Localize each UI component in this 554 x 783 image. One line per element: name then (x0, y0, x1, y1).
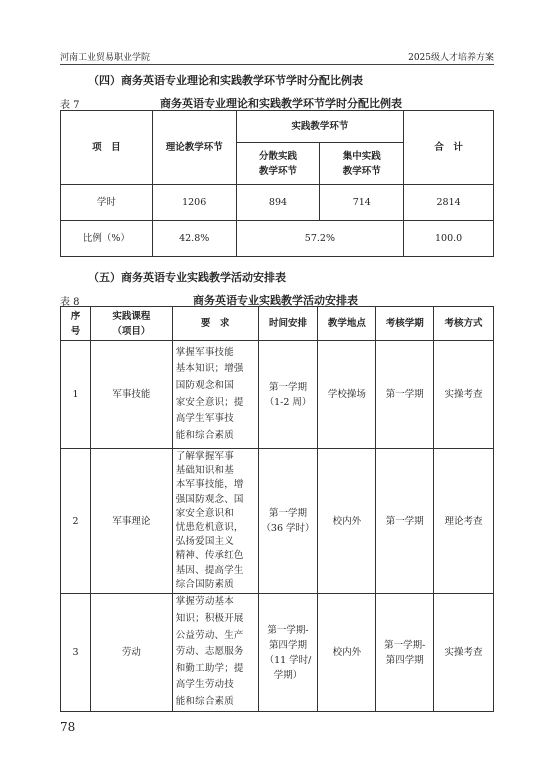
t8-header-course: 实践课程 （项目） (90, 307, 172, 341)
t7-hours-theory: 1206 (152, 185, 236, 221)
t7-header-focus: 集中实践 教学环节 (320, 143, 404, 185)
header-school: 河南工业贸易职业学院 (60, 53, 151, 63)
t7-ratio-theory: 42.8% (152, 221, 236, 257)
table7 (60, 110, 494, 257)
section5-title: （五）商务英语专业实践教学活动安排表 (88, 271, 286, 284)
t8-row2-method: 理论考查 (434, 449, 494, 594)
t7-hours-focus: 714 (320, 185, 404, 221)
t8-row2-place: 校内外 (318, 449, 376, 594)
t7-header-scatter: 分散实践 教学环节 (236, 143, 320, 185)
t8-header-term: 考核学期 (376, 307, 434, 341)
table8 (60, 306, 494, 712)
t7-header-practice: 实践教学环节 (236, 111, 404, 143)
t8-row3-time: 第一学期- 第四学期 （11 学时/ 学期） (258, 594, 318, 712)
t8-header-req: 要 求 (172, 307, 258, 341)
page-header (60, 48, 494, 65)
t8-row1-method: 实操考查 (434, 341, 494, 449)
t8-row3-term: 第一学期- 第四学期 (376, 594, 434, 712)
t8-row2-term: 第一学期 (376, 449, 434, 594)
t8-row3-req: 掌握劳动基本 知识；积极开展 公益劳动、生产 劳动、志愿服务 和勤工助学；提 高学生劳动技 能和综合素质 (172, 594, 258, 712)
table8-number: 表 8 (60, 297, 80, 308)
t8-row1-time: 第一学期 （1-2 周） (258, 341, 318, 449)
t8-row2-req: 了解掌握军事 基础知识和基 本军事技能，增 强国防观念、国 家安全意识和 忧患危机意识， 弘扬爱国主义 精神、传承红色 基因、提高学生 综合国防素质 (172, 449, 258, 594)
t8-header-time: 时间安排 (258, 307, 318, 341)
t8-row2-time: 第一学期 （36 学时） (258, 449, 318, 594)
t7-ratio-total: 100.0 (404, 221, 494, 257)
t7-header-total: 合 计 (404, 111, 494, 185)
t8-row2-no: 2 (61, 449, 91, 594)
t8-row1-no: 1 (61, 341, 91, 449)
t8-header-place: 教学地点 (318, 307, 376, 341)
table-row (61, 449, 494, 594)
t8-row3-no: 3 (61, 594, 91, 712)
table-row (61, 341, 494, 449)
table7-title: 商务英语专业理论和实践教学环节学时分配比例表 (160, 97, 402, 110)
t8-row1-course: 军事技能 (90, 341, 172, 449)
t7-ratio-label: 比例（%） (61, 221, 153, 257)
t8-header-no: 序 号 (61, 307, 91, 341)
t8-row3-method: 实操考查 (434, 594, 494, 712)
t8-row3-place: 校内外 (318, 594, 376, 712)
t8-row1-term: 第一学期 (376, 341, 434, 449)
t7-header-theory: 理论教学环节 (152, 111, 236, 185)
header-doc-title: 2025级人才培养方案 (408, 53, 494, 63)
t7-hours-total: 2814 (404, 185, 494, 221)
t8-row3-course: 劳动 (90, 594, 172, 712)
t8-header-method: 考核方式 (434, 307, 494, 341)
t7-header-item: 项 目 (61, 111, 153, 185)
t8-row2-course: 军事理论 (90, 449, 172, 594)
table7-number: 表 7 (60, 100, 80, 111)
t8-row1-req: 掌握军事技能 基本知识；增强 国防观念和国 家安全意识；提 高学生军事技 能和综合素质 (172, 341, 258, 449)
page-number: 78 (60, 720, 76, 734)
t8-row1-place: 学校操场 (318, 341, 376, 449)
t7-hours-label: 学时 (61, 185, 153, 221)
t7-hours-scatter: 894 (236, 185, 320, 221)
table8-title: 商务英语专业实践教学活动安排表 (193, 294, 358, 307)
table-row (61, 594, 494, 712)
t7-ratio-practice: 57.2% (236, 221, 404, 257)
section4-title: （四）商务英语专业理论和实践教学环节学时分配比例表 (88, 74, 363, 87)
